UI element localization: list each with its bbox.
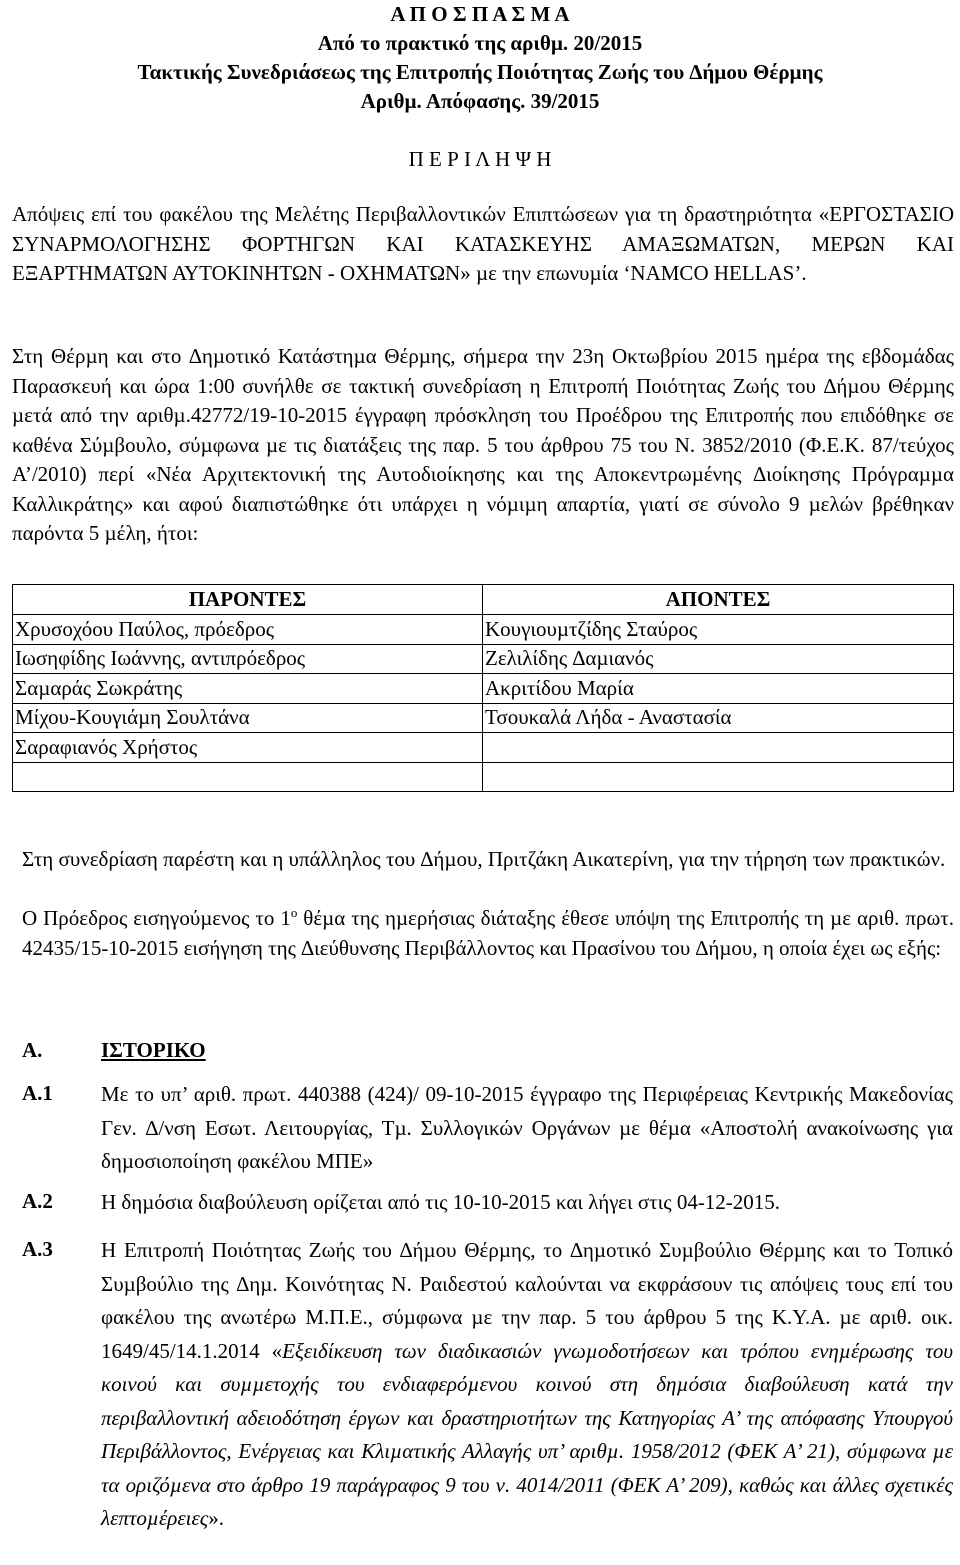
table-row [13, 615, 954, 645]
item-a2-label: Α.2 [22, 1189, 53, 1213]
present-member: Σαραφιανός Χρήστος [13, 733, 483, 763]
section-a-title-text: ΙΣΤΟΡΙΚΟ [101, 1038, 206, 1062]
present-member: Ιωσηφίδης Ιωάννης, αντιπρόεδρος [13, 644, 483, 674]
absent-member: Τσουκαλά Λήδα - Αναστασία [483, 703, 954, 733]
rapporteur-text-end: θέµα της ηµερήσιας διάταξης έθεσε υπόψη της Επιτροπής τη µε αριθ. πρωτ. 42435/15-10-2015 εισήγηση της ∆ιεύθυνσης Περιβάλλοντος και Πρασίνου του ∆ήµου, η οποία έχει ως εξής: [22, 906, 954, 960]
summary-title: Π Ε Ρ Ι Λ Η Ψ Η [408, 147, 552, 171]
intro-paragraph: Στη Θέρµη και στο ∆ηµοτικό Κατάστηµα Θέρµης, σήµερα την 23η Οκτωβρίου 2015 ηµέρα της εβδοµάδας Παρασκευή και ώρα 1:00 συνήλθε σε τακτική συνεδρίαση η Επιτροπή Ποιότητας Ζωής του ∆ήµου Θέρµης µετά από την αριθµ.42772/19-10-2015 έγγραφη πρόσκληση του Προέδρου της Επιτροπής που επιδόθηκε σε καθένα Σύµβουλο, σύµφωνα µε τις διατάξεις της παρ. 5 του άρθρου 75 του Ν. 3852/2010 (Φ.Ε.Κ. 87/τεύχος Α’/2010) περί «Νέα Αρχιτεκτονική της Αυτοδιοίκησης και της Αποκεντρωµένης ∆ιοίκησης Πρόγραµµα Καλλικράτης» και αφού διαπιστώθηκε ότι υπάρχει η νόµιµη απαρτία, γιατί σε σύνολο 9 µελών βρέθηκαν παρόντα 5 µέλη, ήτοι: [12, 344, 954, 545]
table-row [13, 762, 954, 792]
ordinal-superscript: ο [290, 905, 298, 920]
present-header: ΠΑΡΟΝΤΕΣ [13, 585, 483, 615]
item-a3-text-tail: ». [208, 1506, 225, 1530]
item-a1-text: Με το υπ’ αριθ. πρωτ. 440388 (424)/ 09-10-2015 έγγραφο της Περιφέρειας Κεντρικής Μακεδονίας Γεν. ∆/νση Εσωτ. Λειτουργίας, Τµ. Συλλογικών Οργάνων µε θέµα «Αποστολή ανακοίνωσης για δηµοσιοποίηση φακέλου ΜΠΕ» [101, 1082, 953, 1173]
item-a3-label: Α.3 [22, 1237, 53, 1261]
table-row [13, 644, 954, 674]
item-a3-text-plain: Η Επιτροπή Ποιότητας Ζωής του ∆ήµου Θέρµης, το ∆ηµοτικό Συµβούλιο Θέρµης και το Τοπικό Συµβούλιο της ∆ηµ. Κοινότητας Ν. Ραιδεστού καλούνται να εκφράσουν τις απόψεις τους επί του φακέλου της ανωτέρω Μ.Π.Ε., σύµφωνα µε την παρ. 5 του άρθρου 5 της Κ.Υ.Α. µε αριθ. οικ. 1649/45/14.1.2014 « [101, 1238, 953, 1363]
present-member: Σαµαράς Σωκράτης [13, 674, 483, 704]
present-member: Μίχου-Κουγιάµη Σουλτάνα [13, 703, 483, 733]
minutes-reference: Από το πρακτικό της αριθµ. 20/2015 [317, 31, 643, 55]
table-row [13, 733, 954, 763]
rapporteur-paragraph [22, 904, 954, 963]
absent-member: Κουγιουµτζίδης Σταύρος [483, 615, 954, 645]
item-a1-label: Α.1 [22, 1081, 53, 1105]
item-a3-text [101, 1234, 953, 1536]
item-a2-text: Η δηµόσια διαβούλευση ορίζεται από τις 10-10-2015 και λήγει στις 04-12-2015. [101, 1190, 781, 1214]
absent-member: Ζελιλίδης ∆αµιανός [483, 644, 954, 674]
decision-number: Αριθµ. Απόφασης. 39/2015 [360, 89, 600, 113]
summary-paragraph: Απόψεις επί του φακέλου της Μελέτης Περιβαλλοντικών Επιπτώσεων για τη δραστηριότητα «ΕΡΓΟΣΤΑΣΙΟ ΣΥΝΑΡΜΟΛΟΓΗΣΗΣ ΦΟΡΤΗΓΩΝ ΚΑΙ ΚΑΤΑΣΚΕΥΗΣ ΑΜΑΞΩΜΑΤΩΝ, ΜΕΡΩΝ ΚΑΙ ΕΞΑΡΤΗΜΑΤΩΝ ΑΥΤΟΚΙΝΗΤΩΝ - ΟΧΗΜΑΤΩΝ» µε την επωνυµία ‘NAMCO HELLAS’. [12, 202, 954, 285]
absent-header: ΑΠΟΝΤΕΣ [483, 585, 954, 615]
session-title: Τακτικής Συνεδριάσεως της Επιτροπής Ποιότητας Ζωής του ∆ήµου Θέρµης [137, 60, 823, 84]
present-member [13, 762, 483, 792]
document-title: Α Π Ο Σ Π Α Σ Μ Α [390, 2, 570, 26]
rapporteur-text-start: Ο Πρόεδρος εισηγούµενος το 1 [22, 906, 291, 930]
section-a-label: Α. [22, 1038, 43, 1062]
attendance-header-row [13, 585, 954, 615]
item-a3-text-italic: Εξειδίκευση των διαδικασιών γνωµοδοτήσεων και τρόπου ενηµέρωσης του κοινού και συµµετοχής του ενδιαφερόµενου κοινού στη δηµόσια διαβούλευση κατά την περιβαλλοντική αδειοδότηση έργων και δραστηριοτήτων της Κατηγορίας Α’ της απόφασης Υπουργού Περιβάλλοντος, Ενέργειας και Κλιµατικής Αλλαγής υπ’ αριθµ. 1958/2012 (ΦΕΚ Α’ 21), σύµφωνα µε τα οριζόµενα στο άρθρο 19 παράγραφος 9 του ν. 4014/2011 (ΦΕΚ Α’ 209), καθώς και άλλες σχετικές λεπτοµέρειες [101, 1338, 954, 1530]
absent-member [483, 733, 954, 763]
secretary-paragraph: Στη συνεδρίαση παρέστη και η υπάλληλος του ∆ήµου, Πριτζάκη Αικατερίνη, για την τήρηση των πρακτικών. [22, 847, 946, 871]
table-row [13, 674, 954, 704]
absent-member [483, 762, 954, 792]
attendance-table [12, 584, 954, 792]
absent-member: Ακριτίδου Μαρία [483, 674, 954, 704]
table-row [13, 703, 954, 733]
present-member: Χρυσοχόου Παύλος, πρόεδρος [13, 615, 483, 645]
section-a-title [101, 1035, 206, 1065]
